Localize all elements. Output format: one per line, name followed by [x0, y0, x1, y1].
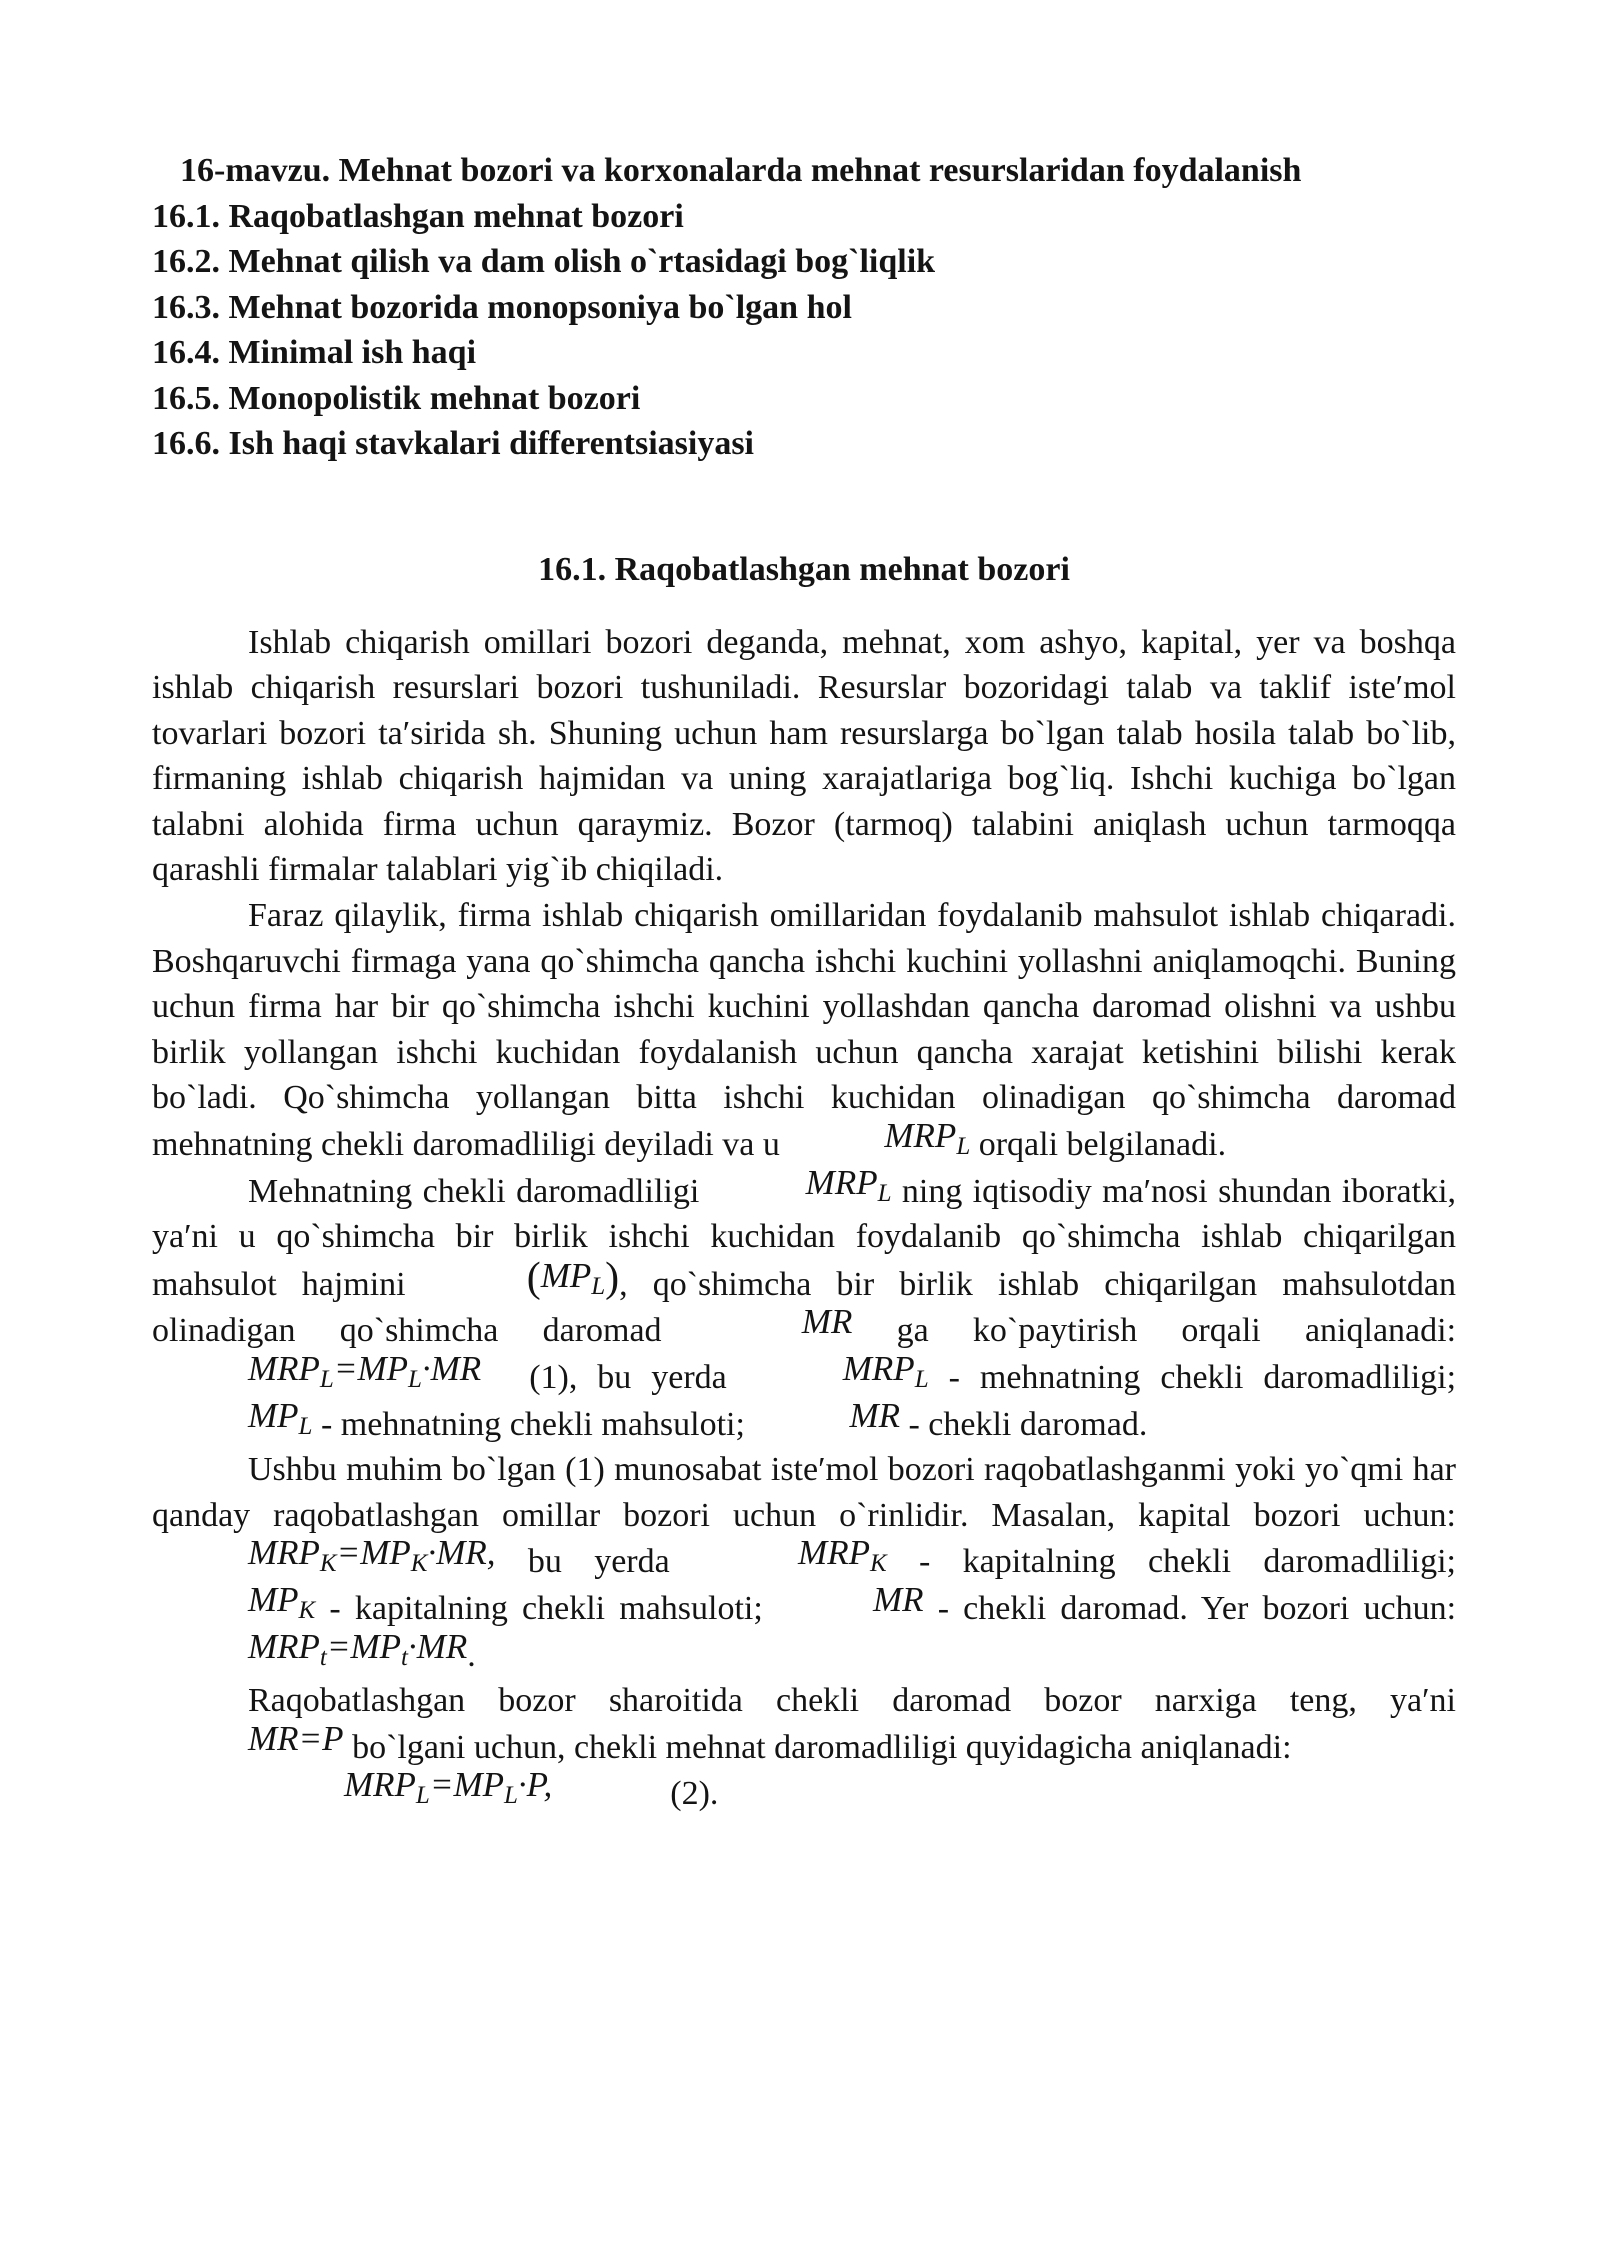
formula-2: $MRP_L=MP_L\cdot P$,	[344, 1765, 553, 1810]
formula-capital: $MRP_K=MP_K\cdot MR$,	[248, 1533, 496, 1578]
formula-2-line	[152, 1765, 1456, 1817]
paragraph-5: Raqobatlashgan bozor sharoitida chekli daromad bozor narxiga teng, ya′ni MR=P bo`lgani uchun, chekli mehnat daromadliligi quyidagicha aniqlanadi:	[152, 1678, 1456, 1770]
toc-item: 16.5. Monopolistik mehnat bozori	[152, 379, 641, 417]
math-mr: MR	[801, 1302, 853, 1342]
math-mp-l-parenthesized: $(MP_L)$	[526, 1254, 620, 1301]
formula-1-number: (1), bu yerda	[529, 1359, 727, 1396]
paragraph-1: Ishlab chiqarish omillari bozori deganda, mehnat, xom ashyo, kapital, yer va boshqa ishlab chiqarish resurslari bozori tushuniladi. Resurslar bozoridagi talab va taklif iste′mol tovarlari bozori ta′sirida sh. Shuning uchun ham resurslarga bo`lgan talab hosila talab bo`lib, firmaning ishlab chiqarish hajmidan va uning xarajatlariga bog`liq. Ishchi kuchiga bo`lgan talabni alohida firma uchun qaraymiz. Bozor (tarmoq) talabini aniqlash uchun tarmoqqa qarashli firmalar talablari yig`ib chiqiladi.	[152, 623, 1456, 889]
math-mr-equals-p: MR=P	[248, 1718, 344, 1758]
math-mrp-l: $MRP_L$	[842, 1349, 929, 1393]
paragraph-4: Ushbu muhim bo`lgan (1) munosabat iste′mol bozori raqobatlashganmi yoki yo`qmi har qanday raqobatlashgan omillar bozori uchun o`rinlidir. Masalan, kapital bozori uchun: $MRP_K=MP_K\cdot MR$, bu yerda $MRP_K$ - kapitalning chekli daromadliligi; $MP_K$ - kapitalning chekli mahsuloti; MR - chekli daromad. Yer bozori uchun: $MRP_t=MP_t\cdot MR$.	[152, 1451, 1457, 1674]
paragraph-2: Faraz qilaylik, firma ishlab chiqarish omillaridan foydalanib mahsulot ishlab chiqaradi. Boshqaruvchi firmaga yana qo`shimcha qancha ishchi kuchini yollashni aniqlamoqchi. Buning uchun firma har bir qo`shimcha ishchi kuchini yollashdan qancha daromad olishni va ushbu birlik yollangan ishchi kuchidan foydalanish uchun qancha xarajat ketishini bilishi kerak bo`ladi. Qo`shimcha yollangan bitta ishchi kuchidan olinadigan qo`shimcha daromad mehnatning chekli daromadliligi deyiladi va u $MRP_L$ orqali belgilanadi.	[152, 897, 1456, 1164]
toc-item: 16.3. Mehnat bozorida monopsoniya bo`lgan hol	[152, 288, 852, 326]
table-of-contents	[152, 148, 1456, 467]
section-heading: 16.1. Raqobatlashgan mehnat bozori	[538, 550, 1070, 588]
math-mrp-k: $MRP_K$	[798, 1533, 887, 1578]
math-mp-k: $MP_K$	[248, 1579, 316, 1624]
math-mr: MR	[849, 1395, 900, 1435]
toc-item: 16.1. Raqobatlashgan mehnat bozori	[152, 197, 684, 235]
paragraph-3: Mehnatning chekli daromadliligi $MRP_L$ ning iqtisodiy ma′nosi shundan iboratki, ya′ni u qo`shimcha bir birlik ishchi kuchidan foydalanib qo`shimcha ishlab chiqarilgan mahsulot hajmini $(MP_L)$, qo`shimcha bir birlik ishlab chiqarilgan mahsulotdan olinadigan qo`shimcha daromad MR ga ko`paytirish orqali aniqlanadi: $MRP_L=MP_L\cdot MR$ (1), bu yerda $MRP_L$ - mehnatning chekli daromadliligi; $MP_L$ - mehnatning chekli mahsuloti; MR - chekli daromad.	[152, 1168, 1456, 1448]
document-page	[152, 148, 1456, 1817]
formula-land: $MRP_t=MP_t\cdot MR$	[248, 1626, 468, 1671]
math-mr: MR	[872, 1579, 924, 1619]
math-mrp-l: $MRP_L$	[805, 1162, 892, 1207]
math-mp-l: $MP_L$	[248, 1395, 313, 1440]
formula-1: $MRP_L=MP_L\cdot MR$	[248, 1349, 482, 1393]
toc-item: 16.4. Minimal ish haqi	[152, 334, 477, 371]
toc-item: 16.6. Ish haqi stavkalari differentsiasiyasi	[152, 425, 755, 462]
topic-title: 16-mavzu. Mehnat bozori va korxonalarda mehnat resurslaridan foydalanish	[180, 152, 1302, 189]
toc-item: 16.2. Mehnat qilish va dam olish o`rtasidagi bog`liqlik	[152, 243, 936, 280]
formula-2-number: (2).	[670, 1775, 719, 1813]
math-mrp-l: $MRP_L$	[884, 1116, 971, 1161]
